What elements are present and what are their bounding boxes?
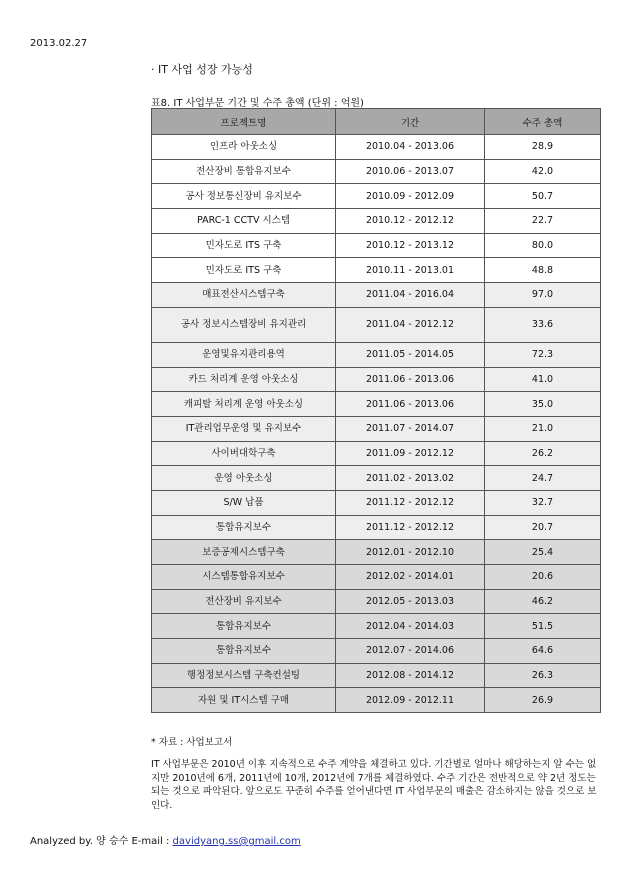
project-name-cell: PARC-1 CCTV 시스템	[152, 209, 336, 234]
period-cell: 2011.12 - 2012.12	[336, 490, 485, 515]
period-cell: 2011.06 - 2013.06	[336, 367, 485, 392]
table-row	[152, 540, 601, 565]
amount-cell: 20.6	[485, 565, 601, 590]
project-name-cell: 통합유지보수	[152, 515, 336, 540]
period-cell: 2012.04 - 2014.03	[336, 614, 485, 639]
footer	[30, 832, 301, 847]
project-name-cell: 보증공제시스템구축	[152, 540, 336, 565]
project-name-cell: 운영및유지관리용역	[152, 342, 336, 367]
project-name-cell: 캐피탈 처리계 운영 아웃소싱	[152, 392, 336, 417]
amount-cell: 97.0	[485, 283, 601, 308]
project-name-cell: 인프라 아웃소싱	[152, 135, 336, 160]
project-name-cell: IT관리업무운영 및 유지보수	[152, 416, 336, 441]
project-name-cell: 카드 처리계 운영 아웃소싱	[152, 367, 336, 392]
amount-cell: 80.0	[485, 233, 601, 258]
analysis-paragraph: IT 사업부문은 2010년 이후 지속적으로 수주 계약을 체결하고 있다. 기간별로 얼마나 해당하는지 알 수는 없지만 2010년에 6개, 2011년에 10개, 2012년에 7개를 체결하였다. 수주 기간은 전반적으로 약 2년 정도는 되는 것으로 파악된다. 앞으로도 꾸준히 수주를 얻어낸다면 IT 사업부문의 매출은 감소하지는 않을 것으로 보인다.	[151, 759, 597, 811]
amount-cell: 42.0	[485, 159, 601, 184]
table-row	[152, 589, 601, 614]
period-cell: 2010.11 - 2013.01	[336, 258, 485, 283]
amount-cell: 26.3	[485, 663, 601, 688]
project-name-cell: 자원 및 IT시스템 구매	[152, 688, 336, 713]
amount-cell: 72.3	[485, 342, 601, 367]
table-row	[152, 490, 601, 515]
table-row	[152, 367, 601, 392]
project-name-cell: 매표전산시스템구축	[152, 283, 336, 308]
source-note: * 자료 : 사업보고서	[151, 737, 233, 748]
header-period: 기간	[336, 109, 485, 135]
table-row	[152, 258, 601, 283]
period-cell: 2010.12 - 2013.12	[336, 233, 485, 258]
amount-cell: 46.2	[485, 589, 601, 614]
amount-cell: 64.6	[485, 639, 601, 664]
project-name-cell: 행정정보시스템 구축컨설팅	[152, 663, 336, 688]
amount-cell: 32.7	[485, 490, 601, 515]
amount-cell: 35.0	[485, 392, 601, 417]
period-cell: 2011.07 - 2014.07	[336, 416, 485, 441]
header-amount: 수주 총액	[485, 109, 601, 135]
amount-cell: 25.4	[485, 540, 601, 565]
period-cell: 2012.05 - 2013.03	[336, 589, 485, 614]
amount-cell: 21.0	[485, 416, 601, 441]
table-row	[152, 283, 601, 308]
project-name-cell: 운영 아웃소싱	[152, 466, 336, 491]
table-row	[152, 184, 601, 209]
table-row	[152, 159, 601, 184]
project-name-cell: 민자도로 ITS 구축	[152, 233, 336, 258]
project-name-cell: S/W 납품	[152, 490, 336, 515]
table-row	[152, 209, 601, 234]
project-name-cell: 사이버대학구축	[152, 441, 336, 466]
table-row	[152, 342, 601, 367]
project-name-cell: 공사 정보통신장비 유지보수	[152, 184, 336, 209]
period-cell: 2011.09 - 2012.12	[336, 441, 485, 466]
header-project-name: 프로젝트명	[152, 109, 336, 135]
period-cell: 2011.12 - 2012.12	[336, 515, 485, 540]
period-cell: 2011.04 - 2012.12	[336, 307, 485, 342]
period-cell: 2012.08 - 2014.12	[336, 663, 485, 688]
table-row	[152, 639, 601, 664]
period-cell: 2012.01 - 2012.10	[336, 540, 485, 565]
period-cell: 2012.07 - 2014.06	[336, 639, 485, 664]
project-name-cell: 전산장비 유지보수	[152, 589, 336, 614]
period-cell: 2011.06 - 2013.06	[336, 392, 485, 417]
table-row	[152, 663, 601, 688]
project-name-cell: 전산장비 통합유지보수	[152, 159, 336, 184]
report-date: 2013.02.27	[30, 38, 88, 49]
contracts-table	[151, 108, 601, 713]
period-cell: 2010.12 - 2012.12	[336, 209, 485, 234]
project-name-cell: 공사 정보시스템장비 유지관리	[152, 307, 336, 342]
table-header-row	[152, 109, 601, 135]
table-row	[152, 416, 601, 441]
footer-author: Analyzed by. 양 승수 E-mail :	[30, 836, 173, 847]
amount-cell: 41.0	[485, 367, 601, 392]
table-body	[152, 135, 601, 713]
amount-cell: 26.9	[485, 688, 601, 713]
table-row	[152, 614, 601, 639]
period-cell: 2010.09 - 2012.09	[336, 184, 485, 209]
table-caption: 표8. IT 사업부문 기간 및 수주 총액 (단위 : 억원)	[151, 98, 364, 109]
period-cell: 2011.02 - 2013.02	[336, 466, 485, 491]
table-row	[152, 392, 601, 417]
project-name-cell: 통합유지보수	[152, 614, 336, 639]
amount-cell: 33.6	[485, 307, 601, 342]
period-cell: 2012.02 - 2014.01	[336, 565, 485, 590]
amount-cell: 48.8	[485, 258, 601, 283]
amount-cell: 51.5	[485, 614, 601, 639]
email-link[interactable]: davidyang.ss@gmail.com	[172, 836, 301, 847]
period-cell: 2011.04 - 2016.04	[336, 283, 485, 308]
table-row	[152, 233, 601, 258]
amount-cell: 24.7	[485, 466, 601, 491]
period-cell: 2011.05 - 2014.05	[336, 342, 485, 367]
amount-cell: 20.7	[485, 515, 601, 540]
project-name-cell: 통합유지보수	[152, 639, 336, 664]
period-cell: 2010.04 - 2013.06	[336, 135, 485, 160]
amount-cell: 26.2	[485, 441, 601, 466]
amount-cell: 22.7	[485, 209, 601, 234]
table-row	[152, 466, 601, 491]
period-cell: 2010.06 - 2013.07	[336, 159, 485, 184]
table-row	[152, 515, 601, 540]
amount-cell: 28.9	[485, 135, 601, 160]
table-row	[152, 307, 601, 342]
period-cell: 2012.09 - 2012.11	[336, 688, 485, 713]
amount-cell: 50.7	[485, 184, 601, 209]
table-row	[152, 441, 601, 466]
project-name-cell: 시스템통합유지보수	[152, 565, 336, 590]
table-row	[152, 135, 601, 160]
table-row	[152, 688, 601, 713]
section-title: · IT 사업 성장 가능성	[151, 63, 253, 76]
table-row	[152, 565, 601, 590]
project-name-cell: 민자도로 ITS 구축	[152, 258, 336, 283]
